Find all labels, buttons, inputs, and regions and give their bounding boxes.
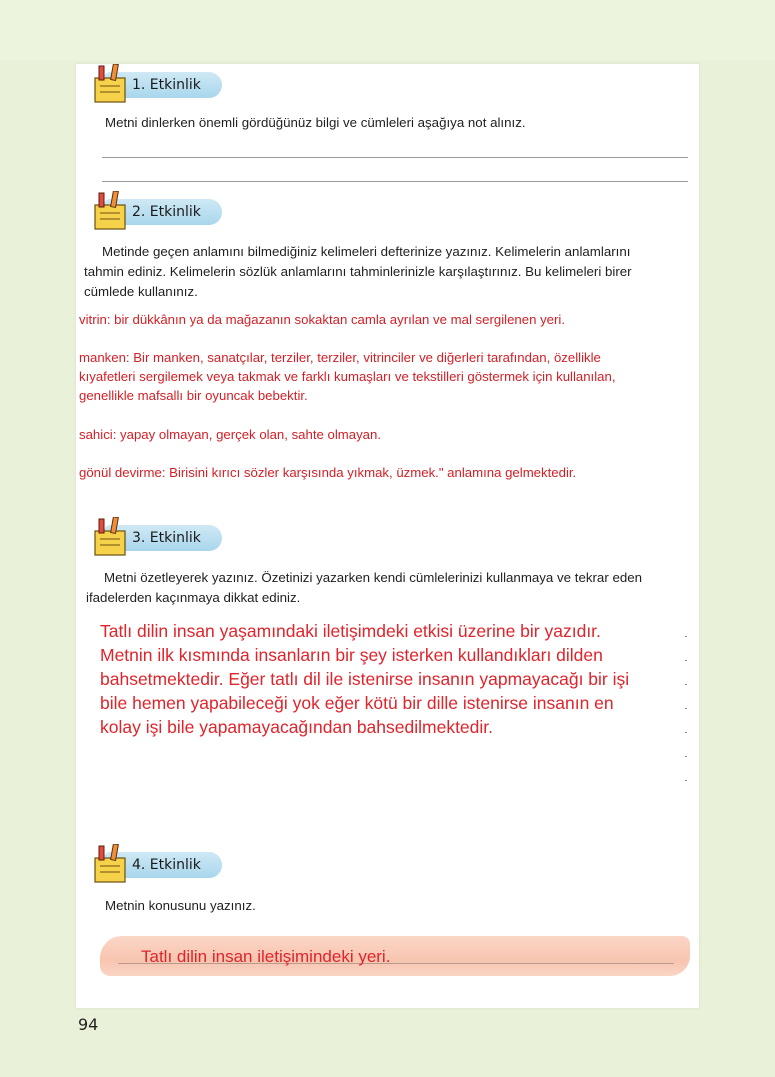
line-dot	[685, 756, 687, 757]
activity-1-instruction: Metni dinlerken önemli gördüğünüz bilgi ve cümleleri aşağıya not alınız.	[105, 115, 526, 130]
pencil-cup-icon	[92, 191, 128, 231]
summary-line: bahsetmektedir. Eğer tatlı dil ile istenirse insanın yapmayacağı bir işi	[100, 669, 630, 689]
activity-2-instruction-line: tahmin ediniz. Kelimelerin sözlük anlamlarını tahminlerinizle karşılaştırınız. Bu kelimeleri birer	[84, 264, 632, 279]
answer-line	[102, 181, 688, 182]
definition-manken-line: manken: Bir manken, sanatçılar, terziler, terziler, vitrinciler ve diğerleri tarafından, özellikle	[79, 350, 601, 365]
activity-title: 2. Etkinlik	[132, 204, 201, 220]
pencil-cup-icon	[92, 844, 128, 884]
topic-answer: Tatlı dilin insan iletişimindeki yeri.	[141, 947, 391, 966]
answer-line	[102, 157, 688, 158]
line-dot	[685, 780, 687, 781]
background	[0, 0, 775, 60]
activity-2-header	[84, 191, 224, 231]
line-dot	[685, 732, 687, 733]
summary-line: Metnin ilk kısmında insanların bir şey isterken kullandıkları dilden	[100, 645, 603, 665]
activity-1-header	[84, 64, 224, 104]
summary-line: Tatlı dilin insan yaşamındaki iletişimdeki etkisi üzerine bir yazıdır.	[100, 621, 601, 641]
definition-manken-line: genellikle mafsallı bir oyuncak bebektir.	[79, 388, 308, 403]
line-dot	[685, 684, 687, 685]
activity-title: 3. Etkinlik	[132, 530, 201, 546]
activity-title: 1. Etkinlik	[132, 77, 201, 93]
summary-line: kolay işi bile yapamayacağından bahsedilmektedir.	[100, 717, 494, 737]
line-dot	[685, 636, 687, 637]
pencil-cup-icon	[92, 64, 128, 104]
page-number: 94	[78, 1015, 99, 1034]
definition-vitrin: vitrin: bir dükkânın ya da mağazanın sokaktan camla ayrılan ve mal sergilenen yeri.	[79, 312, 565, 327]
pencil-cup-icon	[92, 517, 128, 557]
activity-3-header	[84, 517, 224, 557]
activity-4-instruction: Metnin konusunu yazınız.	[105, 898, 256, 913]
activity-2-instruction-line: cümlede kullanınız.	[84, 284, 198, 299]
definition-sahici: sahici: yapay olmayan, gerçek olan, sahte olmayan.	[79, 427, 382, 442]
activity-4-header	[84, 844, 224, 884]
activity-3-instruction-line: ifadelerden kaçınmaya dikkat ediniz.	[86, 590, 301, 605]
activity-title: 4. Etkinlik	[132, 857, 201, 873]
line-dot	[685, 660, 687, 661]
activity-2-instruction-line: Metinde geçen anlamını bilmediğiniz kelimeleri defterinize yazınız. Kelimelerin anlamlarını	[102, 244, 631, 259]
definition-gonul-devirme: gönül devirme: Birisini kırıcı sözler karşısında yıkmak, üzmek." anlamına gelmektedir.	[79, 465, 577, 480]
summary-line: bile hemen yapabileceği yok eğer kötü bir dille istenirse insanın en	[100, 693, 614, 713]
activity-3-instruction-line: Metni özetleyerek yazınız. Özetinizi yazarken kendi cümlelerinizi kullanmaya ve tekrar eden	[104, 570, 643, 585]
line-dot	[685, 708, 687, 709]
definition-manken-line: kıyafetleri sergilemek veya takmak ve farklı kumaşları ve tekstilleri göstermek için kullanılan,	[79, 369, 616, 384]
